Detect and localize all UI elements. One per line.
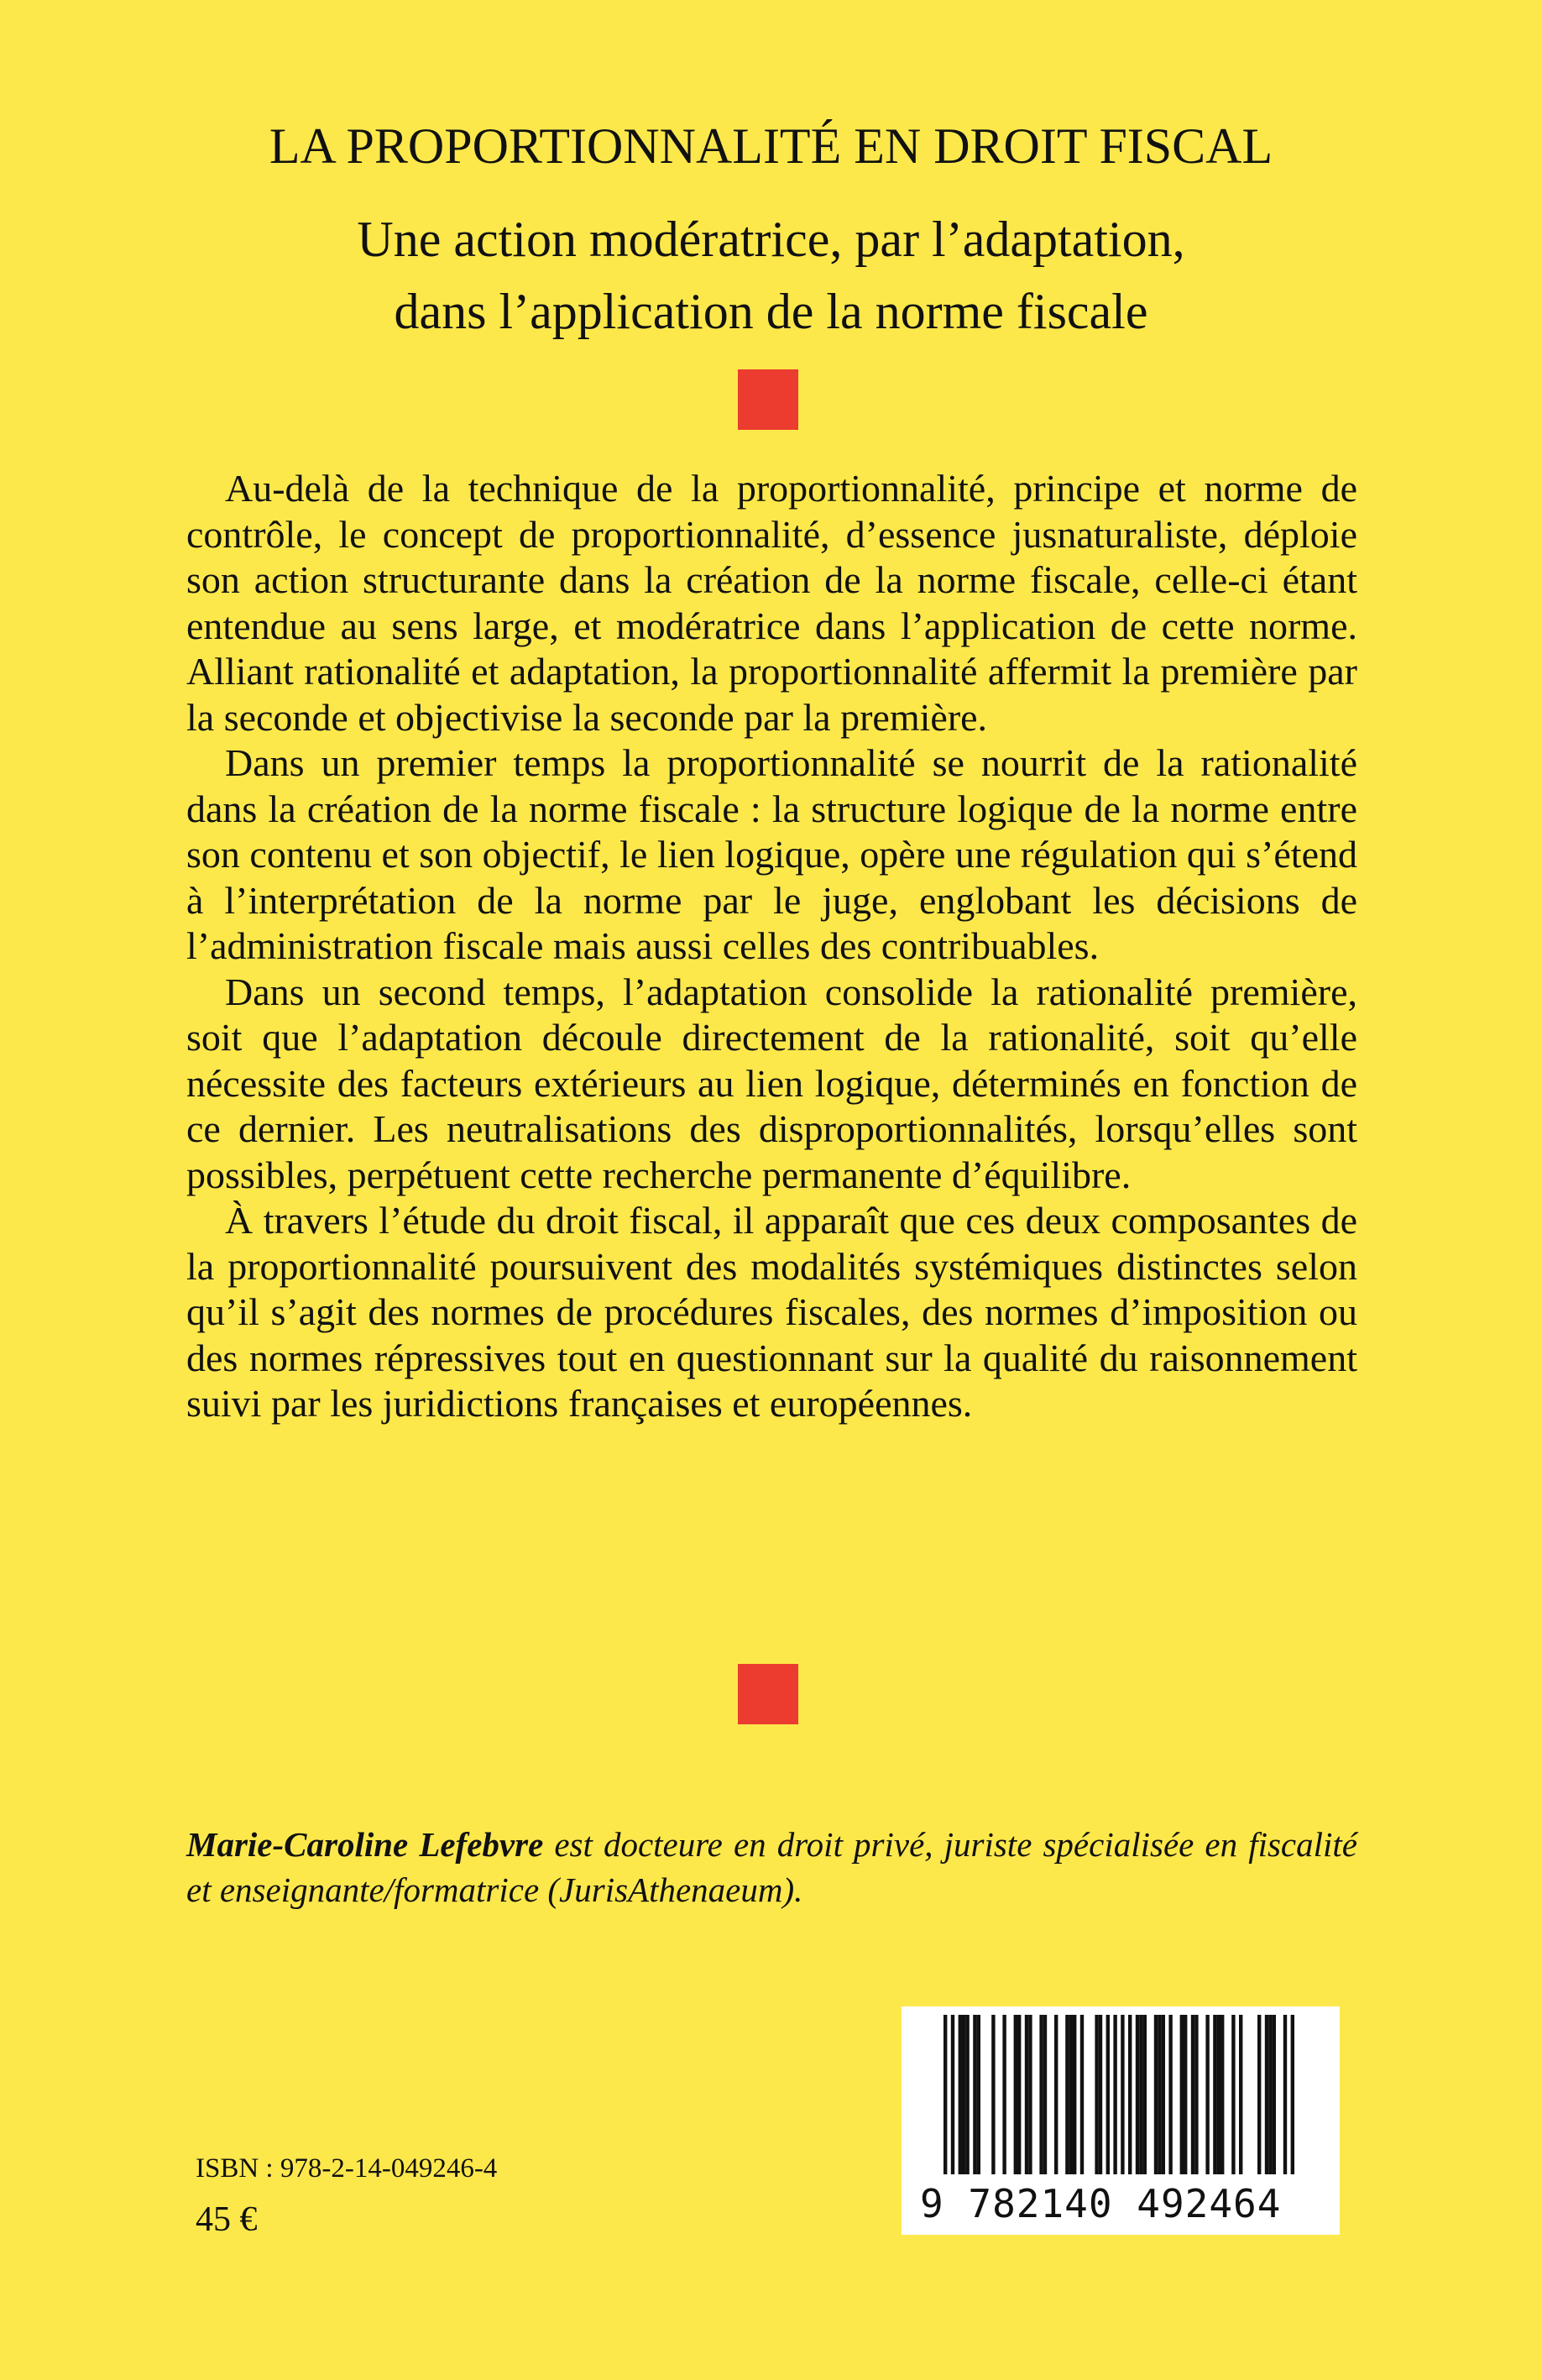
- barcode-bar: [1139, 2015, 1142, 2174]
- author-bio: [186, 1822, 1357, 1912]
- barcode-bar: [1213, 2015, 1216, 2174]
- barcode-bar: [1221, 2015, 1224, 2174]
- barcode-bar: [1113, 2015, 1116, 2174]
- subtitle-line-1: Une action modératrice, par l’adaptation,: [357, 212, 1185, 267]
- barcode-bar: [959, 2015, 962, 2174]
- book-subtitle: [0, 203, 1542, 348]
- barcode-bar: [1205, 2015, 1209, 2174]
- barcode-bar: [951, 2015, 954, 2174]
- barcode-bar: [1265, 2015, 1268, 2174]
- barcode-bar: [1014, 2015, 1017, 2174]
- barcode-bar: [1002, 2015, 1006, 2174]
- barcode-bar: [1099, 2015, 1102, 2174]
- barcode-bar: [1283, 2015, 1287, 2174]
- barcode-bar: [1168, 2015, 1172, 2174]
- barcode-bar: [1054, 2015, 1058, 2174]
- barcode-bar: [1239, 2015, 1242, 2174]
- barcode-bar: [943, 2015, 947, 2174]
- barcode-bar: [1257, 2015, 1261, 2174]
- barcode-bar: [1184, 2015, 1187, 2174]
- barcode-bar: [1143, 2015, 1147, 2174]
- barcode-bar: [1194, 2015, 1198, 2174]
- blurb-paragraph-2: Dans un premier temps la proportionnalité se nourrit de la rationalité dans la création de la norme fiscale : la structure logique de la norme entre son contenu et son objectif, le lien logique, opère une régulation qui s’étend à l’interprétation de la norme par le juge, englobant les décisions de l’administration fiscale mais aussi celles des contribuables.: [186, 741, 1357, 967]
- isbn: ISBN : 978-2-14-049246-4: [196, 2153, 498, 2184]
- barcode-bar: [1158, 2015, 1161, 2174]
- barcode-bar: [1095, 2015, 1098, 2174]
- barcode-bar: [1121, 2015, 1124, 2174]
- red-square-ornament-bottom: [738, 1664, 798, 1724]
- barcode-bar: [1217, 2015, 1221, 2174]
- blurb-paragraph-1: Au-delà de la technique de la proportionnalité, principe et norme de contrôle, le concept de proportionnalité, d’essence jusnaturaliste, déploie son action structurante dans la création de la norme fiscale, celle-ci étant entendue au sens large, et modératrice dans l’application de cette norme. Alliant rationalité et adaptation, la proportionnalité affermit la première par la seconde et objectivise la seconde par la première.: [186, 467, 1357, 739]
- barcode-bar: [991, 2015, 995, 2174]
- barcode-number: 9 782140 492464: [920, 2181, 1282, 2226]
- barcode-bars: [902, 2006, 1340, 2183]
- barcode-bar: [962, 2015, 965, 2174]
- barcode-bar: [1025, 2015, 1028, 2174]
- barcode-bar: [973, 2015, 976, 2174]
- barcode-bar: [1231, 2015, 1235, 2174]
- barcode-bar: [1069, 2015, 1073, 2174]
- author-name: Marie-Caroline Lefebvre: [186, 1825, 544, 1864]
- barcode-bar: [1017, 2015, 1021, 2174]
- subtitle-line-2: dans l’application de la norme fiscale: [394, 284, 1148, 339]
- back-cover-blurb: [186, 466, 1357, 1427]
- price: 45 €: [196, 2200, 258, 2239]
- barcode-bar: [1291, 2015, 1294, 2174]
- barcode-bar: [1273, 2015, 1276, 2174]
- barcode-bar: [965, 2015, 969, 2174]
- book-title: LA PROPORTIONNALITÉ EN DROIT FISCAL: [269, 118, 1273, 174]
- barcode: [902, 2006, 1340, 2235]
- barcode-bar: [1080, 2015, 1084, 2174]
- blurb-paragraph-4: À travers l’étude du droit fiscal, il apparaît que ces deux composantes de la proportionnalité poursuivent des modalités systémiques distinctes selon qu’il s’agit des normes de procédures fiscales, des normes d’imposition ou des normes répressives tout en questionnant sur la qualité du raisonnement suivi par les juridictions françaises et européennes.: [186, 1199, 1357, 1425]
- barcode-bar: [1065, 2015, 1069, 2174]
- barcode-bar: [1268, 2015, 1272, 2174]
- barcode-bar: [1043, 2015, 1047, 2174]
- blurb-paragraph-3: Dans un second temps, l’adaptation consolide la rationalité première, soit que l’adaptation découle directement de la rationalité, soit qu’elle nécessite des facteurs extérieurs au lien logique, déterminés en fonction de ce dernier. Les neutralisations des disproportionnalités, lorsqu’elles sont possibles, perpétuent cette recherche permanente d’équilibre.: [186, 970, 1357, 1196]
- barcode-bar: [1136, 2015, 1139, 2174]
- barcode-bar: [977, 2015, 980, 2174]
- barcode-bar: [1073, 2015, 1076, 2174]
- barcode-bar: [1028, 2015, 1032, 2174]
- barcode-bar: [1180, 2015, 1184, 2174]
- author-bio-text: est docteure en droit privé, juriste spécialisée en fiscalité et enseignante/formatrice (JurisAthenaeum).: [186, 1825, 1357, 1909]
- barcode-bar: [1039, 2015, 1043, 2174]
- barcode-bar: [1191, 2015, 1194, 2174]
- barcode-bar: [1106, 2015, 1110, 2174]
- barcode-bar: [1162, 2015, 1165, 2174]
- red-square-ornament-top: [738, 369, 798, 430]
- barcode-bar: [1128, 2015, 1132, 2174]
- barcode-bar: [1154, 2015, 1158, 2174]
